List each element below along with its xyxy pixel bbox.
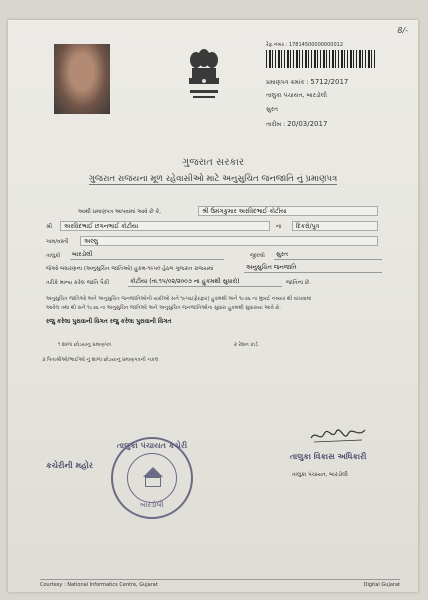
footer-courtesy: Courtesy : National Informatics Centre, Gujarat xyxy=(40,582,158,588)
village-field: અલ્લુ xyxy=(80,236,378,246)
office-seal xyxy=(111,437,193,519)
signature-mark xyxy=(308,424,368,446)
tribe-suffix: જાતિના છે. xyxy=(286,280,311,286)
footer-brand: Digital Gujarat xyxy=(363,582,400,588)
signatory-office: તાલુકા પંચાયત, બારડોલી xyxy=(292,472,348,478)
proof-title: રજુ કરેલા પુરાવાની વિગત રજુ કરેલા પુરાવાની વિગત xyxy=(46,318,172,325)
legal-note-1: અનુસુચિત જાતિઓ અને અનુસુચિત જનજાતિઓની યાદીઓ સને ૧૯૫૬(ફેરફાર) હુકમથી અને ૧૯૭૬ ના મુંબઈ નવ્યાર થી વાંચવામાં xyxy=(46,296,312,302)
seal-building-base xyxy=(145,477,161,487)
taluka-label: તાલુકો xyxy=(46,253,61,259)
issuing-office: તાલુકા પંચાયત, બારડોલી xyxy=(266,92,327,99)
category-field: અનુસુચિત જનજાતિ xyxy=(244,263,382,273)
cert-number: 5712/2017 xyxy=(310,78,349,86)
district-label: જીલ્લો xyxy=(250,253,265,259)
relation-label: ના xyxy=(276,224,282,230)
issuing-city: સુરત xyxy=(266,106,278,113)
certificate-sheet xyxy=(8,20,418,592)
applicant-photo xyxy=(54,44,110,114)
seal-bottom-text: બારડોલી xyxy=(140,501,164,509)
enclosure-1: ૧ શાળા છોડયાનુ પ્રમાણપત્ર xyxy=(58,342,112,348)
corner-note: 8/- xyxy=(397,26,408,35)
district-field: સુરત xyxy=(274,250,382,260)
tribe-prefix: તરીકે માન્ય કરેલ જાતિ પૈકી xyxy=(46,280,110,286)
signatory-title: તાલુકા વિકાસ અધિકારી xyxy=(290,452,367,461)
government-title: ગુજરાત સરકાર xyxy=(181,157,245,168)
parent-name-field: અરવિંદભાઈ છગનભાઈ કોટીયા xyxy=(60,221,270,231)
relation-field: દિકરો/પુત્ર xyxy=(292,221,378,231)
legal-note-2: આવેલ તથા થી સને ૧૯૭૬ ના અનુસુચિત જાતિઓ અને અનુસુચિત જનજાતિઓના સુધારા હુકમથી સુધારાયા આવે છે. xyxy=(46,305,281,311)
cert-number-row xyxy=(266,78,348,87)
order-text: જેઓ બંધારણના (અનુસુચિત જાતિઓ) હુકમ-૧૯૫૦ હેઠળ ગુજરાત રાજયમાં xyxy=(46,266,214,272)
issue-date-row xyxy=(266,120,327,129)
seal-building-icon xyxy=(143,467,163,477)
seal-top-text: તાલુકા પંચાયત કચેરી xyxy=(116,441,188,450)
barcode xyxy=(266,50,376,68)
issue-date-label: તારીખ : xyxy=(266,121,286,128)
enclosure-3: ૩ પિતાશ્રીઓ/ભાઈઓ નું શાળા છોડયાનું પ્રમાણપત્રની નકલ xyxy=(42,357,159,363)
issue-date: 20/03/2017 xyxy=(287,120,328,128)
person-name-field: શ્રી ઉમંગકુમાર અરવિંદભાઈ કોટીયા xyxy=(198,206,378,216)
taluka-field: બારડોલી xyxy=(70,250,224,260)
village-label: ગામ/વસ્તી xyxy=(46,239,69,245)
barcode-number: રેફ.નંબર : 17814500000000012 xyxy=(266,42,344,48)
footer xyxy=(40,579,400,588)
national-emblem-icon xyxy=(184,48,224,104)
cert-number-label: પ્રમાણપત્ર ક્રમાંક : xyxy=(266,79,309,86)
enclosure-2: ૨ રેશન કાર્ડ xyxy=(234,342,258,348)
line2-prefix: શ્રી xyxy=(46,224,53,230)
line1-prefix: આથી પ્રમાણપત્ર આપવામાં આવે છે કે, xyxy=(78,209,161,215)
office-stamp-label: કચેરીની મહોર xyxy=(46,461,93,470)
certificate-heading: ગુજરાત રાજયના મૂળ રહેવાસીઓ માટે અનુસુચિત જનજાતિ નું પ્રમાણપત્ર xyxy=(88,174,338,184)
tribe-field: કોટીયા (તા.૧૫/૦૨/૨૦૦૭ ના હુકમથી સુધારો) xyxy=(128,277,282,287)
